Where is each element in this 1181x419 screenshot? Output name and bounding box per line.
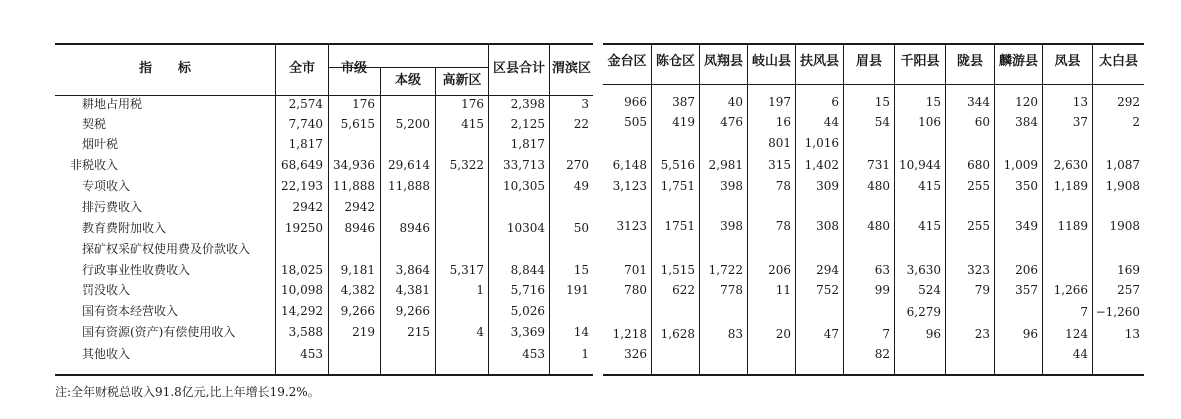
row-value: 387 — [672, 95, 695, 109]
row-value: 169 — [1117, 263, 1140, 277]
row-value — [1093, 136, 1140, 150]
row-label: 行政事业性收费收入 — [82, 263, 191, 277]
row-value: 415 — [918, 219, 941, 233]
row-label: 排污费收入 — [82, 200, 143, 214]
row-value: 731 — [867, 158, 890, 172]
header-longxian: 陇县 — [956, 54, 983, 69]
row-value: 1189 — [1057, 219, 1088, 233]
row-label: 国有资源(资产)有偿使用收入 — [82, 325, 236, 339]
row-value: 5,615 — [340, 117, 375, 131]
row-value: 1,751 — [660, 179, 695, 193]
row-value: 215 — [407, 325, 430, 339]
row-value: 33,713 — [503, 158, 545, 172]
row-value — [844, 136, 890, 150]
row-value — [700, 347, 743, 361]
row-value: 3,864 — [395, 263, 430, 277]
row-value — [946, 242, 990, 256]
row-value: 9,266 — [395, 304, 430, 318]
row-value — [489, 200, 545, 214]
row-value — [436, 200, 484, 214]
row-value: 22,193 — [281, 179, 323, 193]
row-value: 10,944 — [899, 158, 941, 172]
row-value: 37 — [1072, 115, 1088, 129]
row-value: 99 — [874, 283, 890, 297]
row-value: 3,588 — [288, 325, 323, 339]
row-label: 耕地占用税 — [82, 97, 143, 111]
header-fengxiang: 凤翔县 — [703, 54, 743, 69]
row-value — [995, 136, 1038, 150]
row-value — [796, 242, 839, 256]
row-value: 29,614 — [388, 158, 430, 172]
row-value: 2,574 — [288, 97, 323, 111]
row-value — [652, 200, 695, 214]
row-value: 1,189 — [1053, 179, 1088, 193]
row-label: 其他收入 — [82, 347, 131, 361]
row-value: 9,266 — [340, 304, 375, 318]
row-value: 10304 — [506, 221, 545, 235]
row-value: 255 — [967, 219, 990, 233]
row-value — [550, 200, 589, 214]
row-value: 47 — [823, 327, 839, 341]
header-hi-tech-zone: 高新区 — [442, 73, 482, 88]
row-value: 752 — [816, 283, 839, 297]
row-value — [796, 200, 839, 214]
row-value: 19250 — [284, 221, 323, 235]
header-own-level: 本级 — [394, 73, 421, 88]
row-value: 15 — [573, 263, 589, 277]
row-value: 78 — [775, 219, 791, 233]
row-value — [381, 242, 430, 256]
row-value: 13 — [1124, 327, 1140, 341]
row-value: 398 — [720, 179, 743, 193]
left-bottom-rule — [55, 374, 593, 376]
row-value — [700, 136, 743, 150]
row-value — [1043, 242, 1088, 256]
row-value — [995, 347, 1038, 361]
row-value: 350 — [1015, 179, 1038, 193]
header-city-level: 市级 — [340, 61, 367, 76]
header-indicator: 指 标 — [138, 61, 191, 76]
row-value — [995, 305, 1038, 319]
right-bottom-rule — [603, 374, 1144, 376]
row-value: 3,630 — [906, 263, 941, 277]
row-value: 2,981 — [708, 158, 743, 172]
row-value: 270 — [566, 158, 589, 172]
row-value — [652, 305, 695, 319]
row-value: 5,317 — [449, 263, 484, 277]
row-value — [748, 305, 791, 319]
row-value: 357 — [1015, 283, 1038, 297]
row-value — [329, 137, 375, 151]
row-value: 1,266 — [1053, 283, 1088, 297]
row-value: 10,098 — [281, 283, 323, 297]
row-value: 415 — [461, 117, 484, 131]
row-value: 966 — [624, 95, 647, 109]
row-value: 3123 — [616, 219, 647, 233]
right-header-bottom-rule — [603, 84, 1144, 85]
row-value: 219 — [352, 325, 375, 339]
header-city-total: 全市 — [288, 61, 315, 76]
header-weibin: 渭滨区 — [551, 61, 591, 76]
row-value — [844, 305, 890, 319]
row-value: 3 — [581, 97, 589, 111]
header-fufeng: 扶风县 — [799, 54, 839, 69]
header-meixian: 眉县 — [855, 54, 882, 69]
row-value — [748, 242, 791, 256]
row-value: 68,649 — [281, 158, 323, 172]
row-value: 701 — [624, 263, 647, 277]
row-value: 40 — [727, 95, 743, 109]
row-value: 1,087 — [1105, 158, 1140, 172]
row-value: 524 — [918, 283, 941, 297]
row-value: 2,630 — [1053, 158, 1088, 172]
row-value: 14,292 — [281, 304, 323, 318]
row-value: 13 — [1072, 95, 1088, 109]
row-value: 326 — [624, 347, 647, 361]
row-value — [1093, 347, 1140, 361]
row-value — [381, 97, 430, 111]
row-value: 2,125 — [510, 117, 545, 131]
row-value: 6 — [831, 95, 839, 109]
row-value: 453 — [300, 347, 323, 361]
row-value: 3,369 — [510, 325, 545, 339]
row-value — [550, 137, 589, 151]
row-value: 419 — [672, 115, 695, 129]
row-value: 44 — [1072, 347, 1088, 361]
row-value: 8946 — [344, 221, 375, 235]
row-value — [603, 305, 647, 319]
row-value — [700, 200, 743, 214]
row-value: 1,218 — [612, 327, 647, 341]
row-value: 801 — [768, 136, 791, 150]
row-value: 49 — [573, 179, 589, 193]
footnote: 注:全年财税总收入91.8亿元,比上年增长19.2%。 — [55, 385, 320, 399]
header-district-total: 区县合计 — [492, 61, 545, 76]
row-value: 176 — [461, 97, 484, 111]
header-taibai: 太白县 — [1098, 54, 1138, 69]
row-value: 398 — [720, 219, 743, 233]
row-value: 1,817 — [288, 137, 323, 151]
row-value: 349 — [1015, 219, 1038, 233]
row-value: 82 — [874, 347, 890, 361]
row-value: 1,515 — [660, 263, 695, 277]
row-value — [436, 137, 484, 151]
row-value — [946, 347, 990, 361]
row-value: 1908 — [1109, 219, 1140, 233]
row-value: 778 — [720, 283, 743, 297]
row-value: 384 — [1015, 115, 1038, 129]
row-value — [895, 242, 941, 256]
row-value — [603, 136, 647, 150]
header-linyou: 麟游县 — [998, 54, 1038, 69]
row-value: −1,260 — [1095, 305, 1140, 319]
row-value: 197 — [768, 95, 791, 109]
row-value: 2942 — [344, 200, 375, 214]
row-value: 1,908 — [1105, 179, 1140, 193]
row-value — [381, 137, 430, 151]
row-value: 14 — [573, 325, 589, 339]
row-value — [329, 347, 375, 361]
row-value: 1 — [581, 347, 589, 361]
row-value — [436, 347, 484, 361]
row-value — [652, 242, 695, 256]
row-value — [895, 136, 941, 150]
header-chencang: 陈仓区 — [655, 54, 695, 69]
row-value: 206 — [1015, 263, 1038, 277]
row-value: 23 — [974, 327, 990, 341]
row-value: 2942 — [292, 200, 323, 214]
row-value: 16 — [775, 115, 791, 129]
row-value — [550, 304, 589, 318]
row-value: 7 — [1080, 305, 1088, 319]
row-value: 11,888 — [388, 179, 430, 193]
row-value: 15 — [925, 95, 941, 109]
row-label: 国有资本经营收入 — [82, 304, 179, 318]
row-value: 5,716 — [510, 283, 545, 297]
row-value: 7 — [882, 327, 890, 341]
header-qishan: 岐山县 — [751, 54, 791, 69]
row-value: 1,402 — [804, 158, 839, 172]
row-value: 176 — [352, 97, 375, 111]
header-jintai: 金台区 — [607, 54, 647, 69]
row-value: 191 — [566, 283, 589, 297]
row-value — [436, 304, 484, 318]
row-value: 96 — [925, 327, 941, 341]
row-label: 专项收入 — [82, 179, 131, 193]
row-value: 44 — [823, 115, 839, 129]
row-value: 323 — [967, 263, 990, 277]
row-label: 教育费附加收入 — [82, 221, 167, 235]
row-value: 10,305 — [503, 179, 545, 193]
row-value — [946, 200, 990, 214]
row-value: 1751 — [664, 219, 695, 233]
row-value: 6,148 — [612, 158, 647, 172]
row-value: 315 — [768, 158, 791, 172]
row-value — [436, 179, 484, 193]
row-value: 5,322 — [449, 158, 484, 172]
row-value — [895, 347, 941, 361]
row-value: 50 — [573, 221, 589, 235]
row-value: 1 — [476, 283, 484, 297]
row-value — [844, 242, 890, 256]
row-value: 622 — [672, 283, 695, 297]
row-value: 8946 — [399, 221, 430, 235]
left-top-rule — [55, 43, 593, 45]
row-value — [603, 242, 647, 256]
row-value: 11 — [775, 283, 791, 297]
row-value — [700, 242, 743, 256]
row-label: 烟叶税 — [82, 137, 119, 151]
row-value: 480 — [867, 219, 890, 233]
right-top-rule — [603, 43, 1144, 45]
row-value: 20 — [775, 327, 791, 341]
row-value — [1043, 263, 1088, 277]
row-value: 9,181 — [340, 263, 375, 277]
row-value: 18,025 — [281, 263, 323, 277]
row-value: 206 — [768, 263, 791, 277]
row-value: 54 — [874, 115, 890, 129]
row-value: 60 — [974, 115, 990, 129]
row-label: 非税收入 — [70, 158, 119, 172]
row-value — [1093, 200, 1140, 214]
row-value: 5,516 — [660, 158, 695, 172]
row-value: 79 — [974, 283, 990, 297]
row-value: 7,740 — [288, 117, 323, 131]
left-header-bottom-rule — [55, 95, 593, 96]
row-value — [946, 136, 990, 150]
row-value: 308 — [816, 219, 839, 233]
row-value — [603, 200, 647, 214]
row-value — [995, 200, 1038, 214]
row-value: 5,026 — [510, 304, 545, 318]
row-value — [748, 200, 791, 214]
row-value: 344 — [967, 95, 990, 109]
row-value: 480 — [867, 179, 890, 193]
row-value: 1,722 — [708, 263, 743, 277]
row-value: 3,123 — [612, 179, 647, 193]
row-value — [796, 305, 839, 319]
row-value — [946, 305, 990, 319]
row-value: 8,844 — [510, 263, 545, 277]
row-value: 1,009 — [1003, 158, 1038, 172]
row-value: 96 — [1022, 327, 1038, 341]
row-value: 4,381 — [395, 283, 430, 297]
row-value: 255 — [967, 179, 990, 193]
row-value: 106 — [918, 115, 941, 129]
row-value: 34,936 — [333, 158, 375, 172]
row-value: 453 — [522, 347, 545, 361]
row-value: 11,888 — [333, 179, 375, 193]
row-value — [489, 242, 545, 256]
row-value — [844, 200, 890, 214]
row-value — [1043, 200, 1088, 214]
row-value: 4 — [476, 325, 484, 339]
row-value: 83 — [727, 327, 743, 341]
row-value: 1,628 — [660, 327, 695, 341]
row-value: 1,817 — [510, 137, 545, 151]
row-value — [550, 242, 589, 256]
row-label: 罚没收入 — [82, 283, 131, 297]
row-value: 124 — [1065, 327, 1088, 341]
row-value: 309 — [816, 179, 839, 193]
row-value: 2,398 — [510, 97, 545, 111]
row-value — [381, 200, 430, 214]
row-value: 257 — [1117, 283, 1140, 297]
row-value — [329, 242, 375, 256]
row-value: 63 — [874, 263, 890, 277]
row-value: 1,016 — [804, 136, 839, 150]
row-value — [995, 242, 1038, 256]
row-value: 15 — [874, 95, 890, 109]
row-value: 78 — [775, 179, 791, 193]
row-value: 4,382 — [340, 283, 375, 297]
row-value — [436, 221, 484, 235]
row-value — [700, 305, 743, 319]
row-value: 22 — [573, 117, 589, 131]
row-label: 探矿权采矿权使用费及价款收入 — [82, 242, 251, 256]
row-value — [652, 347, 695, 361]
row-value — [895, 200, 941, 214]
row-value: 680 — [967, 158, 990, 172]
row-value — [748, 347, 791, 361]
row-value: 505 — [624, 115, 647, 129]
row-value: 476 — [720, 115, 743, 129]
row-value — [1093, 242, 1140, 256]
row-value — [436, 242, 484, 256]
row-label: 契税 — [82, 117, 107, 131]
row-value — [796, 347, 839, 361]
row-value: 780 — [624, 283, 647, 297]
row-value — [652, 136, 695, 150]
row-value: 294 — [816, 263, 839, 277]
header-fengxian: 凤县 — [1054, 54, 1081, 69]
row-value: 415 — [918, 179, 941, 193]
row-value: 2 — [1132, 115, 1140, 129]
row-value — [381, 347, 430, 361]
row-value — [1043, 136, 1088, 150]
row-value: 6,279 — [906, 305, 941, 319]
row-value: 292 — [1117, 95, 1140, 109]
row-value: 5,200 — [395, 117, 430, 131]
header-qianyang: 千阳县 — [900, 54, 940, 69]
row-value: 120 — [1015, 95, 1038, 109]
row-value — [276, 242, 323, 256]
